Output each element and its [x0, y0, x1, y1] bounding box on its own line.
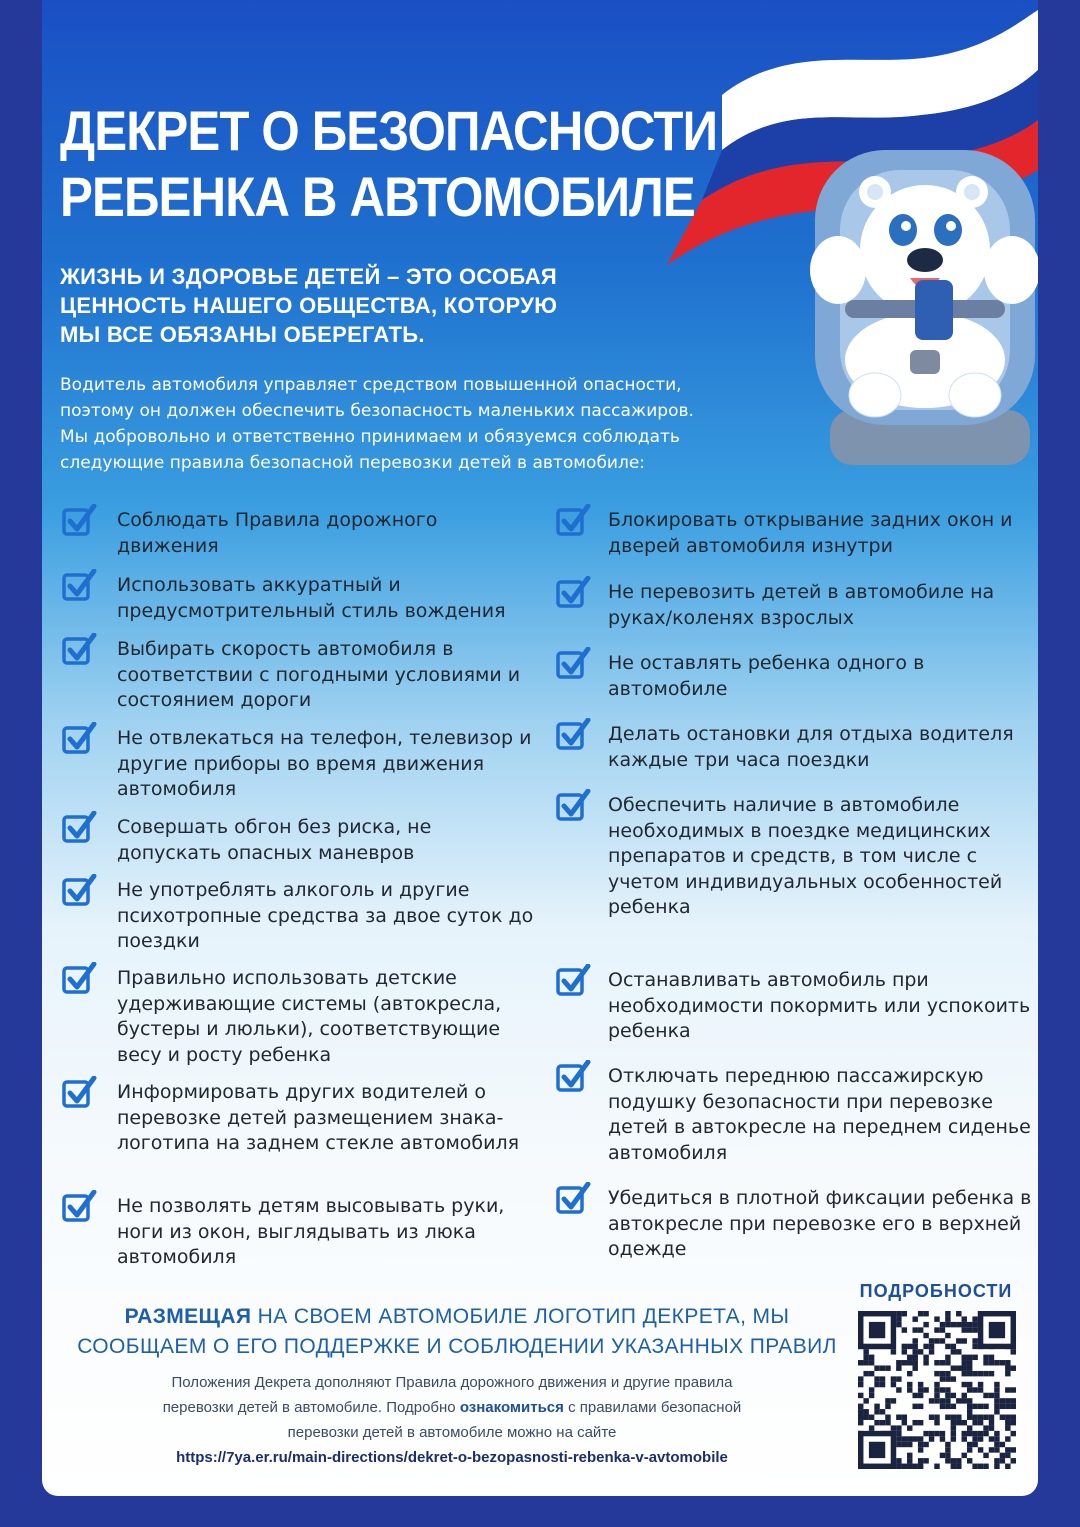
checkbox-tick-icon — [556, 576, 592, 610]
footer-note — [102, 1370, 802, 1445]
slogan-bold: РАЗМЕЩАЯ — [124, 1305, 252, 1328]
rule-text: Совершать обгон без риска, не допускать опасных маневров — [117, 816, 432, 864]
subtitle-line: ЖИЗНЬ И ЗДОРОВЬЕ ДЕТЕЙ – ЭТО ОСОБАЯ — [60, 264, 558, 289]
rule-text: Не употреблять алкоголь и другие психотропные средства за двое суток до поездки — [117, 879, 534, 952]
rule-text: Блокировать открывание задних окон и дверей автомобиля изнутри — [608, 509, 1013, 557]
checkbox-tick-icon — [556, 718, 592, 752]
title-line: РЕБЕНКА В АВТОМОБИЛЕ — [60, 165, 695, 228]
title-line: ДЕКРЕТ О БЕЗОПАСНОСТИ — [60, 99, 718, 162]
rule-text: Убедиться в плотной фиксации ребенка в автокресле при перевозке его в верхней одежде — [608, 1187, 1032, 1260]
checkbox-tick-icon — [556, 789, 592, 823]
intro-line: Мы добровольно и ответственно принимаем и обязуемся соблюдать — [60, 427, 680, 447]
checkbox-tick-icon — [62, 874, 98, 908]
qr-code[interactable] — [858, 1310, 1016, 1470]
note-bold: ознакомиться — [459, 1399, 564, 1416]
subtitle-line: ЦЕННОСТЬ НАШЕГО ОБЩЕСТВА, КОТОРУЮ — [60, 293, 558, 318]
checkbox-tick-icon — [62, 569, 98, 603]
rule-text: Выбирать скорость автомобиля в соответствии с погодными условиями и состоянием дороги — [117, 638, 521, 711]
checkbox-tick-icon — [62, 633, 98, 667]
polar-bear-mascot — [790, 130, 1038, 475]
qr-label: ПОДРОБНОСТИ — [859, 1281, 1013, 1301]
note-line: перевозки детей в автомобиле. Подробно — [162, 1399, 456, 1416]
checkbox-tick-icon — [62, 504, 98, 538]
checkbox-tick-icon — [62, 1076, 98, 1110]
checkbox-tick-icon — [62, 811, 98, 845]
checkbox-tick-icon — [556, 647, 592, 681]
rule-text: Не оставлять ребенка одного в автомобиле — [608, 652, 925, 700]
checkbox-tick-icon — [62, 1190, 98, 1224]
rule-text: Соблюдать Правила дорожного движения — [117, 509, 438, 557]
checkbox-tick-icon — [62, 722, 98, 756]
checkbox-tick-icon — [62, 962, 98, 996]
checkbox-tick-icon — [556, 504, 592, 538]
subtitle-line: МЫ ВСЕ ОБЯЗАНЫ ОБЕРЕГАТЬ. — [60, 322, 425, 347]
subtitle — [60, 262, 620, 349]
note-line: с правилами безопасной — [568, 1399, 742, 1416]
note-line: Положения Декрета дополняют Правила дорожного движения и другие правила — [171, 1374, 733, 1391]
intro-line: Водитель автомобиля управляет средством повышенной опасности, — [60, 375, 682, 395]
footer-slogan — [52, 1302, 862, 1362]
note-line: перевозки детей в автомобиле можно на сайте — [287, 1424, 617, 1441]
intro-line: поэтому он должен обеспечить безопасность маленьких пассажиров. — [60, 401, 694, 421]
intro-text — [60, 372, 780, 476]
rule-text: Информировать других водителей о перевозке детей размещением знака-логотипа на заднем стекле автомобиля — [117, 1081, 520, 1154]
rule-text: Отключать переднюю пассажирскую подушку безопасности при перевозке детей в автокресле на переднем сиденье автомобиля — [608, 1065, 1031, 1164]
rule-text: Использовать аккуратный и предусмотрительный стиль вождения — [117, 574, 506, 622]
rule-text: Останавливать автомобиль при необходимости покормить или успокоить ребенка — [608, 969, 1031, 1042]
checkbox-tick-icon — [556, 964, 592, 998]
intro-line: следующие правила безопасной перевозки детей в автомобиле: — [60, 453, 646, 473]
checkbox-tick-icon — [556, 1060, 592, 1094]
rule-text: Не перевозить детей в автомобиле на руках/коленях взрослых — [608, 581, 995, 629]
rule-text: Обеспечить наличие в автомобиле необходимых в поездке медицинских препаратов и средств, в том числе с учетом индивидуальных особенностей ребенка — [608, 794, 1003, 918]
poster — [42, 0, 1038, 1496]
rule-text: Не отвлекаться на телефон, телевизор и другие приборы во время движения автомобиля — [117, 727, 532, 800]
page-title — [60, 98, 718, 230]
site-link[interactable]: https://7ya.er.ru/main-directions/dekret-o-bezopasnosti-rebenka-v-avtomobile — [176, 1449, 728, 1466]
slogan-line: СООБЩАЕМ О ЕГО ПОДДЕРЖКЕ И СОБЛЮДЕНИИ УКАЗАННЫХ ПРАВИЛ — [77, 1335, 837, 1358]
rule-text: Правильно использовать детские удерживающие системы (автокресла, бустеры и люльки), соответствующие весу и росту ребенка — [117, 967, 502, 1066]
slogan-line: НА СВОЕМ АВТОМОБИЛЕ ЛОГОТИП ДЕКРЕТА, МЫ — [257, 1305, 790, 1328]
rule-text: Делать остановки для отдыха водителя каждые три часа поездки — [608, 723, 1014, 771]
rule-text: Не позволять детям высовывать руки, ноги из окон, выглядывать из люка автомобиля — [117, 1195, 505, 1268]
checkbox-tick-icon — [556, 1182, 592, 1216]
